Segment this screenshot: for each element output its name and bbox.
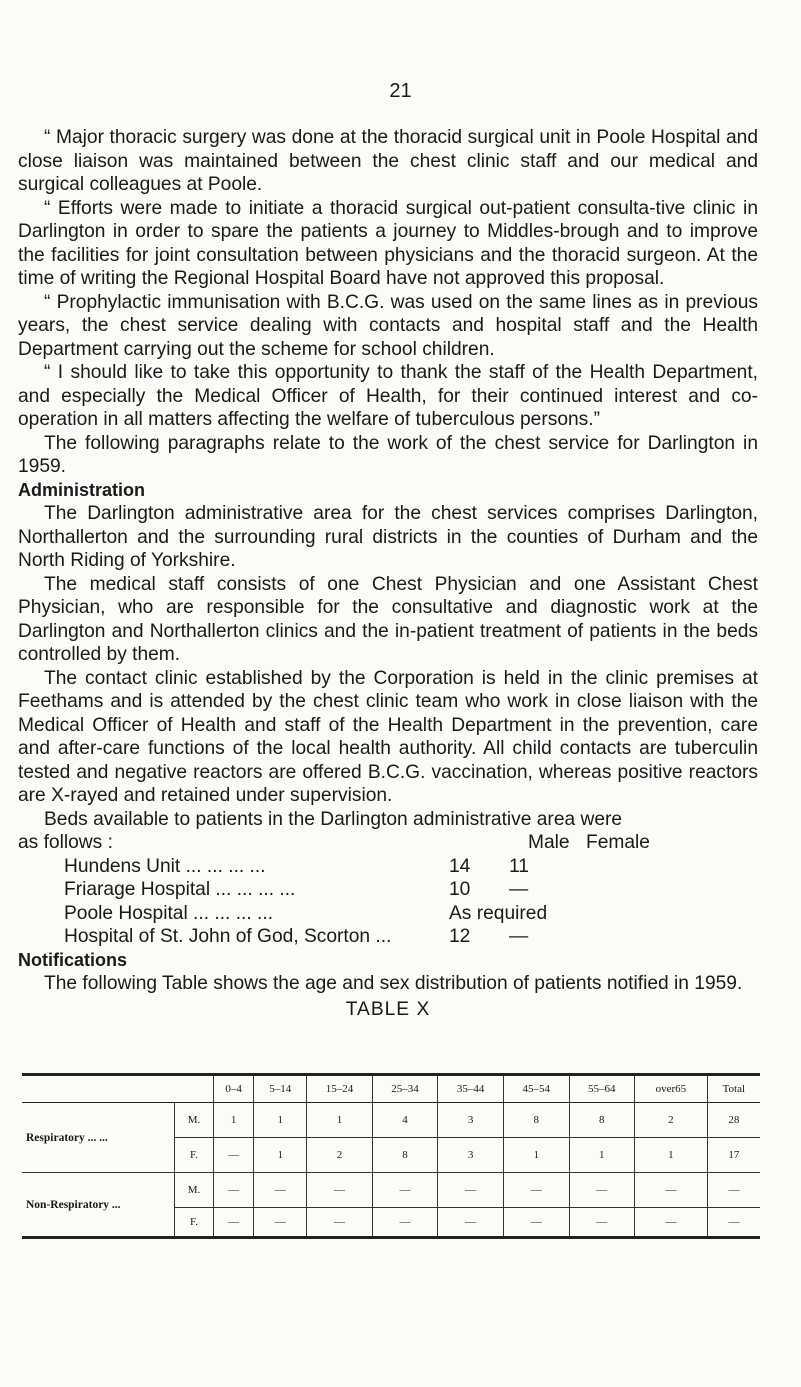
table-cell: 3	[438, 1138, 504, 1173]
table-title: TABLE X	[345, 998, 431, 1020]
table-cell: 1	[635, 1138, 708, 1173]
beds-row	[64, 902, 758, 926]
table-header-blank	[22, 1075, 214, 1103]
beds-list	[18, 831, 758, 949]
beds-female-count: —	[509, 926, 529, 947]
paragraph-thanks: “ I should like to take this opportunity to thank the staff of the Health Department, and especially the Medical Officer of Health, for their continued interest and co-operation in all matters affecting the welfare of tuberculous persons.”	[18, 362, 758, 430]
group-label-non-respiratory: Non-Respiratory ...	[22, 1173, 175, 1238]
heading-notifications: Notifications	[18, 949, 128, 970]
beds-hospital-name: Friarage Hospital ... ... ... ...	[64, 879, 296, 900]
table-cell: 1	[307, 1103, 373, 1138]
table-cell: —	[635, 1208, 708, 1238]
beds-male-count: 14	[449, 855, 471, 877]
column-header: 5–14	[254, 1075, 307, 1103]
table-cell: 28	[707, 1103, 760, 1138]
table-cell: —	[214, 1208, 254, 1238]
table-cell: —	[372, 1173, 438, 1208]
table-cell: —	[635, 1173, 708, 1208]
paragraph-outpatient-clinic: “ Efforts were made to initiate a thoracid surgical out-patient consulta-tive clinic in Darlington in order to spare the patients a journey to Middles-brough and to improve the facilities for joint consultation between physicians and the thoracid surgeon. At the time of writing the Regional Hospital Board have not approved this proposal.	[18, 197, 758, 289]
table-cell: 8	[372, 1138, 438, 1173]
table-cell: —	[438, 1208, 504, 1238]
beds-male-count: 10	[449, 879, 471, 900]
table-row	[22, 1103, 760, 1138]
table-cell: —	[372, 1208, 438, 1238]
table-cell: 8	[503, 1103, 569, 1138]
beds-row	[64, 878, 758, 902]
beds-table	[64, 855, 758, 949]
beds-hospital-name: Hundens Unit ... ... ... ...	[64, 855, 266, 877]
sex-label: F.	[175, 1138, 214, 1173]
table-cell: 2	[635, 1103, 708, 1138]
table-cell: 1	[569, 1138, 635, 1173]
table-cell: —	[254, 1208, 307, 1238]
beds-female-count: 11	[509, 855, 529, 877]
paragraph-contact-clinic: The contact clinic established by the Corporation is held in the clinic premises at Feethams and is attended by the chest clinic team who work in close liaison with the Medical Officer of Health and staff of the Health Department in the prevention, care and after-care functions of the local health authority. All child contacts are tuberculin tested and negative reactors are offered B.C.G. vaccination, whereas positive reactors are X-rayed and retained under supervision.	[18, 667, 758, 806]
table-cell: —	[307, 1208, 373, 1238]
table-cell: —	[307, 1173, 373, 1208]
table-cell: —	[569, 1173, 635, 1208]
table-cell: —	[707, 1208, 760, 1238]
age-sex-table	[22, 1073, 760, 1239]
table-cell: —	[707, 1173, 760, 1208]
paragraph-thoracic-surgery: “ Major thoracic surgery was done at the thoracid surgical unit in Poole Hospital and close liaison was maintained between the chest clinic staff and our medical and surgical colleagues at Poole.	[18, 127, 758, 195]
table-header-row	[22, 1075, 760, 1103]
beds-row	[64, 855, 758, 879]
beds-hospital-name: Poole Hospital ... ... ... ...	[64, 902, 274, 924]
beds-male-count: 12	[449, 926, 471, 947]
table-cell: —	[254, 1173, 307, 1208]
beds-male-count: As required	[449, 902, 548, 924]
table-cell: 1	[214, 1103, 254, 1138]
table-cell: —	[214, 1173, 254, 1208]
paragraph-admin-area: The Darlington administrative area for the chest services comprises Darlington, Northallerton and the surrounding rural districts in the counties of Durham and the North Riding of Yorkshire.	[18, 503, 758, 571]
column-header: 55–64	[569, 1075, 635, 1103]
sex-label: M.	[175, 1103, 214, 1138]
column-header: 35–44	[438, 1075, 504, 1103]
table-cell: —	[569, 1208, 635, 1238]
table-cell: 1	[503, 1138, 569, 1173]
paragraph-bcg-immunisation: “ Prophylactic immunisation with B.C.G. was used on the same lines as in previous years, the chest service dealing with contacts and hospital staff and the Health Department carrying out the scheme for school children.	[18, 291, 758, 360]
paragraph-notifications: The following Table shows the age and sex distribution of patients notified in 1959.	[44, 973, 743, 994]
beds-intro: Beds available to patients in the Darlington administrative area were	[44, 808, 623, 830]
beds-row	[64, 925, 758, 949]
beds-intro-continued: as follows :	[18, 832, 113, 853]
table-cell: —	[503, 1208, 569, 1238]
table-cell: 2	[307, 1138, 373, 1173]
sex-label: M.	[175, 1173, 214, 1208]
group-label-respiratory: Respiratory ... ...	[22, 1103, 175, 1173]
column-header: Total	[707, 1075, 760, 1103]
column-header: 25–34	[372, 1075, 438, 1103]
table-cell: —	[438, 1173, 504, 1208]
heading-administration: Administration	[18, 479, 146, 500]
paragraph-medical-staff: The medical staff consists of one Chest Physician and one Assistant Chest Physician, who are responsible for the consultative and diagnostic work at the Darlington and Northallerton clinics and the in-patient treatment of patients in the beds controlled by them.	[18, 573, 758, 665]
beds-female-count	[509, 902, 579, 926]
page-number: 21	[389, 80, 412, 102]
sex-label: F.	[175, 1208, 214, 1238]
document-body	[18, 126, 758, 1025]
table-cell: 1	[254, 1138, 307, 1173]
column-header: 0–4	[214, 1075, 254, 1103]
table-row	[22, 1173, 760, 1208]
column-header: 15–24	[307, 1075, 373, 1103]
table-cell: 17	[707, 1138, 760, 1173]
column-header: over65	[635, 1075, 708, 1103]
beds-female-count: —	[509, 879, 529, 900]
table-cell: 4	[372, 1103, 438, 1138]
table-cell: 8	[569, 1103, 635, 1138]
beds-header-female: Female	[586, 832, 650, 853]
table-cell: —	[214, 1138, 254, 1173]
beds-header-male: Male	[528, 832, 570, 853]
beds-hospital-name: Hospital of St. John of God, Scorton ...	[64, 926, 392, 947]
column-header: 45–54	[503, 1075, 569, 1103]
table-cell: 1	[254, 1103, 307, 1138]
table-cell: —	[503, 1173, 569, 1208]
table-cell: 3	[438, 1103, 504, 1138]
paragraph-following: The following paragraphs relate to the work of the chest service for Darlington in 1959.	[18, 432, 758, 477]
